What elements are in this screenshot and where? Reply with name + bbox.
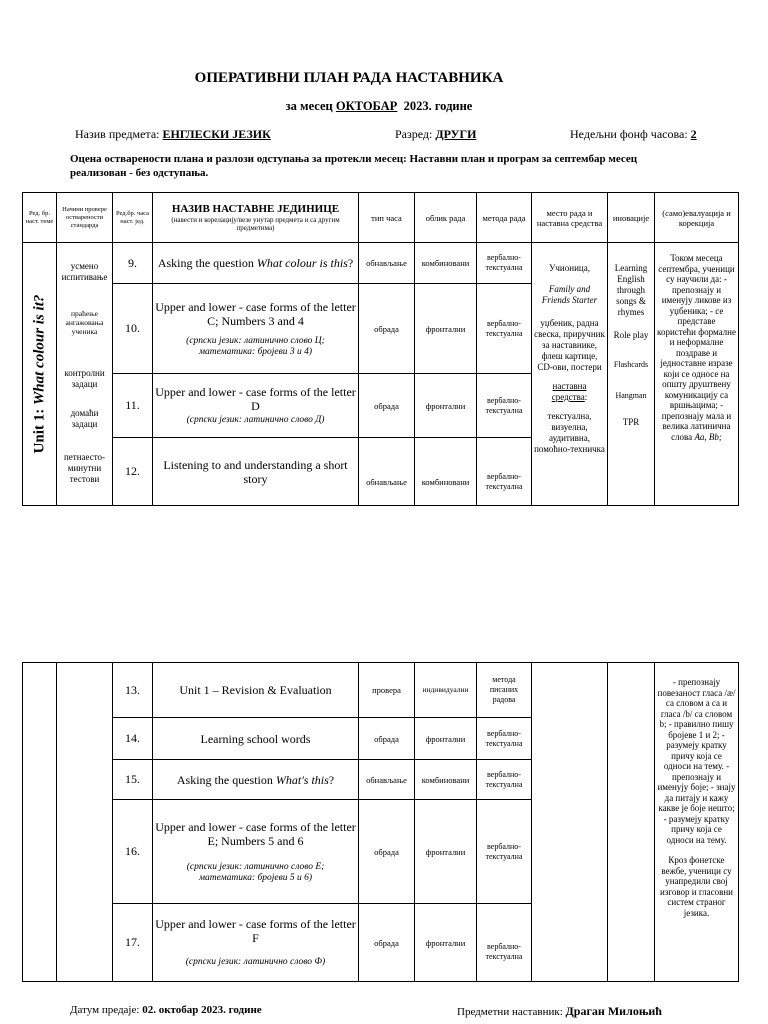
lesson-title-end: ? — [328, 772, 335, 787]
work-form: комбиновани — [415, 243, 477, 284]
grade-label: Разред: — [395, 127, 433, 141]
lesson-title — [153, 800, 359, 904]
lesson-title — [153, 374, 359, 438]
assessment-method: контролни задаци — [64, 368, 105, 389]
work-method: вербално-текстуална — [477, 438, 532, 506]
header-topic-no: Ред. бр. наст. теме — [23, 193, 57, 243]
work-form: индивидуални — [415, 663, 477, 718]
classroom-text: Учионица, — [549, 263, 590, 273]
date-label: Датум предаје: — [70, 1004, 140, 1016]
work-method: вербално-текстуална — [477, 760, 532, 800]
lesson-type: обрада — [359, 800, 415, 904]
document-title: ОПЕРАТИВНИ ПЛАН РАДА НАСТАВНИКА — [194, 70, 504, 86]
lesson-title — [153, 760, 359, 800]
lesson-number: 17. — [113, 904, 153, 982]
unit-name: What colour is it? — [31, 294, 47, 406]
lesson-title — [153, 904, 359, 982]
lesson-type: обнављање — [359, 760, 415, 800]
unit-label — [31, 295, 48, 454]
work-form: комбиновани — [415, 438, 477, 506]
lesson-title — [153, 243, 359, 284]
work-form: фронтални — [415, 284, 477, 374]
lesson-title: Unit 1 – Revision & Evaluation — [153, 663, 359, 718]
lesson-correlation — [155, 862, 356, 884]
lesson-number: 15. — [113, 760, 153, 800]
lesson-type: обрада — [359, 374, 415, 438]
assessment-text: Наставни план и програм за септембар месец реализован - без одступања. — [70, 153, 638, 179]
lesson-correlation — [155, 957, 356, 968]
evaluation-text: - препознају повезаност гласа /æ/ са словом a са и гласа /b/ са словом b; - правилно пишу бројеве 1 и 2; - разумеју кратку причу која се односи на тему. - препознају и именују боје; - знају да питају и кажу какве је боје нешто; - разумеју кратку причу која се односи на тему. — [657, 677, 736, 845]
assessment-methods-cell — [57, 243, 113, 506]
weekly-field — [570, 127, 697, 142]
place-means-cell — [532, 243, 608, 506]
innovation-item: Learning English through songs & rhymes — [614, 263, 648, 317]
innovation-item: Role play — [613, 330, 649, 340]
correlation-line: (српски језик: латинично слово Ф) — [185, 957, 326, 967]
subject-field — [75, 127, 271, 142]
lesson-type: провера — [359, 663, 415, 718]
evaluation-text-end: Aa, Bb; — [694, 431, 722, 442]
lesson-number: 14. — [113, 718, 153, 760]
plan-table-page2 — [22, 662, 739, 982]
work-form: фронтални — [415, 904, 477, 982]
lesson-title-end: ? — [347, 256, 354, 270]
lesson-title-italic: What's this — [275, 772, 329, 787]
assessment-label: Оцена остварености плана и разлози одступања за протекли месец: — [70, 153, 407, 165]
work-method: вербално-текстуална — [477, 374, 532, 438]
teacher-label: Предметни наставник: — [457, 1006, 563, 1018]
means-label: наставна средства — [551, 381, 587, 402]
date-value: 02. октобар 2023. године — [142, 1004, 262, 1016]
work-method: вербално-текстуална — [477, 243, 532, 284]
unit-cell — [23, 243, 57, 506]
correlation-line: (српски језик: латинично слово Е; — [186, 861, 325, 872]
lesson-correlation — [155, 415, 356, 426]
lesson-number: 12. — [113, 438, 153, 506]
assessment-method: усмено испитивање — [61, 261, 108, 282]
correlation-line: (српски језик: латинично слово Д) — [186, 415, 325, 425]
work-form: фронтални — [415, 718, 477, 760]
assessment-method: праћење ангажовања ученика — [65, 309, 104, 336]
work-form: фронтални — [415, 800, 477, 904]
work-method: вербално-текстуална — [477, 718, 532, 760]
lesson-type: обрада — [359, 718, 415, 760]
table-header-row — [23, 193, 739, 243]
table-row — [23, 243, 739, 284]
lesson-title-text: Asking the question — [176, 772, 276, 787]
correlation-line: математика: бројеви 3 и 4) — [198, 346, 313, 357]
lesson-title — [153, 284, 359, 374]
innovation-item: TPR — [622, 417, 640, 427]
header-lesson-type: тип часа — [359, 193, 415, 243]
work-form: фронтални — [415, 374, 477, 438]
subject-value: ЕНГЛЕСКИ ЈЕЗИК — [162, 127, 271, 141]
lesson-title: Learning school words — [153, 718, 359, 760]
header-lesson-no: Ред.бр. часа наст. јед. — [113, 193, 153, 243]
innovations-cell-empty — [608, 663, 655, 982]
lesson-number: 10. — [113, 284, 153, 374]
lesson-title-text: Upper and lower - case forms of the letter C; Numbers 3 and 4 — [155, 299, 356, 328]
correlation-line: математика: бројеви 5 и 6) — [198, 872, 313, 883]
teacher-signature — [457, 1004, 662, 1019]
lesson-title-text: Upper and lower - case forms of the letter E; Numbers 5 and 6 — [155, 819, 356, 848]
work-method: вербално-текстуална — [477, 284, 532, 374]
work-method: вербално-текстуална — [477, 904, 532, 982]
lesson-number: 11. — [113, 374, 153, 438]
means-colon: : — [584, 392, 588, 402]
means-list: текстуална, визуелна, аудитивна, помоћно-техничка — [534, 411, 605, 454]
subject-label: Назив предмета: — [75, 127, 160, 141]
place-means-cell-empty — [532, 663, 608, 982]
header-methods: Начини провере остварености стандарда — [57, 193, 113, 243]
textbook-name: Family and Friends Starter — [541, 284, 598, 305]
evaluation-cell — [655, 663, 739, 982]
lesson-type: обрада — [359, 904, 415, 982]
assessment-method: домаћи задаци — [70, 408, 99, 429]
header-unit-title — [153, 193, 359, 243]
header-innovations: иновације — [608, 193, 655, 243]
work-method: вербално-текстуална — [477, 800, 532, 904]
assessment-methods-cell-empty — [57, 663, 113, 982]
means-label-line — [534, 381, 605, 403]
grade-value: ДРУГИ — [435, 127, 477, 141]
header-work-form: облик рада — [415, 193, 477, 243]
innovation-item: Flashcards — [613, 360, 649, 369]
grade-field — [395, 127, 476, 142]
correlation-line: (српски језик: латинично слово Ц; — [186, 335, 325, 346]
plan-table-page1 — [22, 192, 739, 506]
evaluation-text-end: Кроз фонетске вежбе, ученици су унапредили свој изговор и гласовни систем страног језика. — [660, 855, 733, 918]
textbook-title — [534, 284, 605, 306]
year-suffix: 2023. године — [403, 99, 473, 113]
evaluation-cell — [655, 243, 739, 506]
lesson-number: 16. — [113, 800, 153, 904]
lesson-title: Listening to and understanding a short story — [153, 438, 359, 506]
header-unit-note: (навести и корелацију/везе унутар предмета и са другим предметима) — [171, 216, 340, 232]
work-form: комбиновани — [415, 760, 477, 800]
innovations-cell — [608, 243, 655, 506]
lesson-title-italic: What colour is this — [256, 256, 348, 270]
header-place-means: место рада и наставна средства — [532, 193, 608, 243]
lesson-title-text: Upper and lower - case forms of the letter D — [155, 385, 356, 413]
table-row — [23, 663, 739, 718]
lesson-title-text: Asking the question — [157, 256, 257, 270]
lesson-type: обнављање — [359, 243, 415, 284]
lesson-type: обрада — [359, 284, 415, 374]
teacher-name: Драган Милоњић — [565, 1004, 662, 1018]
lesson-title-text: Upper and lower - case forms of the letter F — [155, 917, 356, 945]
innovation-item: Hangman — [615, 391, 647, 400]
assessment-method: петнаесто-минутни тестови — [63, 452, 106, 484]
month-value: ОКТОБАР — [335, 99, 398, 113]
header-work-method: метода рада — [477, 193, 532, 243]
submission-date — [70, 1004, 262, 1016]
header-evaluation: (само)евалуација и корекција — [655, 193, 739, 243]
month-line — [0, 99, 758, 114]
evaluation-text: Током месеца септембра, ученици су научили да: - препознају и именују ликове из уџбеника; - се представе користећи формалне и неформалне поздраве и једноставне изразе који се односе на општу друштвену комуникацију са вршњацима; - препознају мала и велика латинична слова — [657, 253, 736, 442]
lesson-type: обнављање — [359, 438, 415, 506]
month-prefix: за месец — [285, 99, 333, 113]
assessment-paragraph — [70, 152, 690, 180]
lesson-correlation — [155, 336, 356, 358]
header-unit-title-text: НАЗИВ НАСТАВНЕ ЈЕДИНИЦЕ — [171, 203, 340, 215]
lesson-number: 9. — [113, 243, 153, 284]
weekly-label: Недељни фонф часова: — [570, 127, 688, 141]
teaching-items: уџбеник, радна свеска, приручник за наставнике, флеш картице, CD-ови, постери — [534, 318, 605, 372]
unit-cell-empty — [23, 663, 57, 982]
weekly-value: 2 — [690, 127, 697, 141]
work-method: метода писаних радова — [477, 663, 532, 718]
lesson-number: 13. — [113, 663, 153, 718]
unit-prefix: Unit 1: — [31, 408, 47, 454]
